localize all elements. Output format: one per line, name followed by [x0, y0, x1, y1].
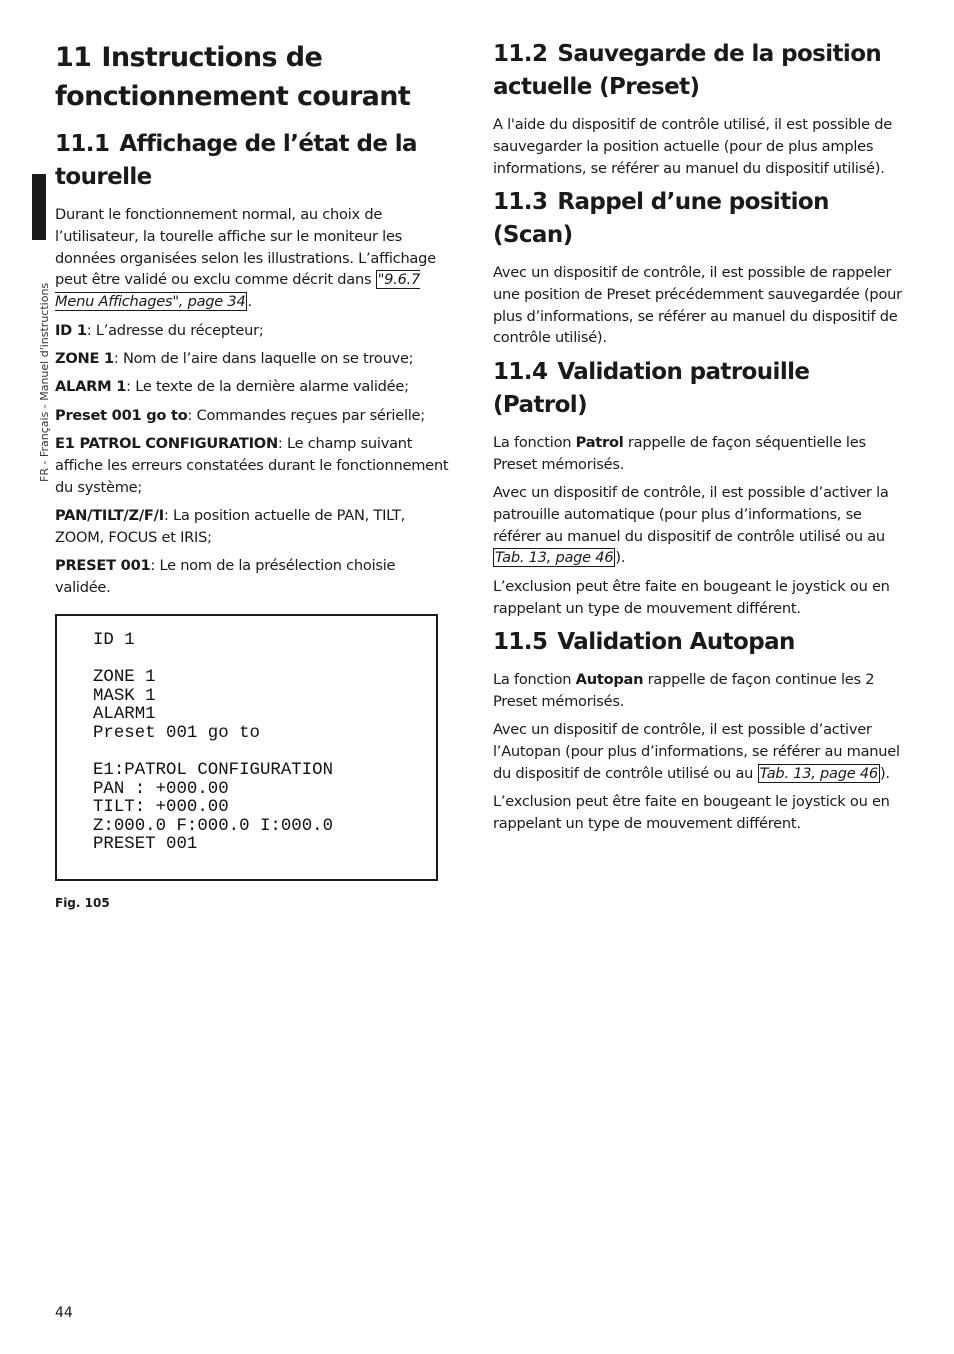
section-heading-11-4: 11.4 Validation patrouille (Patrol) — [493, 358, 810, 418]
screen-line: ID 1 — [93, 630, 135, 650]
field-label: Preset 001 go to — [55, 406, 188, 424]
section-heading-11-1: 11.1 Affichage de l’état de la tourelle — [55, 131, 417, 190]
screen-line: Z:000.0 F:000.0 I:000.0 — [93, 816, 334, 836]
section-11-5-text-2: Avec un dispositif de contrôle, il est possible d’activer l’Autopan (pour plus d’informations, se référer au manuel du dispositif de contrôle utilisé ou au Tab. 13, page 46 ). — [493, 721, 900, 782]
field-description: : Le nom de la présélection choisie validée. — [55, 557, 396, 597]
screen-line — [93, 743, 436, 762]
screen-line — [93, 651, 436, 670]
field-description: : Nom de l’aire dans laquelle on se trouve; — [113, 349, 414, 367]
screen-line: ALARM1 — [93, 705, 156, 725]
field-definition — [55, 433, 455, 498]
field-label: ID 1 — [55, 321, 87, 339]
cross-reference-link[interactable]: "9.6.7 Menu Affichages", page 34 — [55, 271, 421, 311]
field-description: : La position actuelle de PAN, TILT, ZOOM, FOCUS et IRIS; — [55, 507, 406, 546]
field-definition — [55, 376, 455, 398]
section-heading-11-2: 11.2 Sauvegarde de la position actuelle (Preset) — [493, 41, 882, 100]
section-11-4-text-1: La fonction Patrol rappelle de façon séquentielle les Preset mémorisés. — [493, 433, 866, 473]
field-description: : L’adresse du récepteur; — [86, 321, 264, 339]
screen-line: Preset 001 go to — [93, 723, 260, 743]
intro-paragraph: Durant le fonctionnement normal, au choix de l’utilisateur, la tourelle affiche sur le moniteur les données organisées selon les illustrations. L’affichage peut être validé ou exclu comme décrit dans "9.6.7 Menu Affichages", page 34 . — [55, 206, 436, 311]
screen-line: MASK 1 — [93, 686, 156, 706]
screen-line: ZONE 1 — [93, 668, 156, 688]
field-definition — [55, 320, 455, 342]
screen-line: PAN : +000.00 — [93, 779, 229, 799]
screen-line: PRESET 001 — [93, 835, 198, 855]
cross-reference-link[interactable]: Tab. 13, page 46 — [495, 549, 614, 567]
field-label: E1 PATROL CONFIGURATION — [55, 435, 278, 453]
screen-line: TILT: +000.00 — [93, 798, 229, 818]
section-11-4-text-2: Avec un dispositif de contrôle, il est possible d’activer la patrouille automatique (pour plus d’informations, se référer au manuel du dispositif de contrôle utilisé ou au Tab. 13, page 46 ). — [493, 483, 889, 567]
field-definition — [55, 348, 455, 370]
section-11-3-text: Avec un dispositif de contrôle, il est possible de rappeler une position de Preset précédemment sauvegardée (pour plus d’informations, se référer au manuel du dispositif de contrôle utilisé). — [493, 263, 902, 347]
field-definition — [55, 505, 455, 549]
section-11-4-text-3: L’exclusion peut être faite en bougeant le joystick ou en rappelant un type de mouvement différent. — [493, 577, 890, 617]
field-label: PAN/TILT/Z/F/I — [55, 507, 164, 525]
field-definition — [55, 405, 455, 427]
section-11-5-text-1: La fonction Autopan rappelle de façon continue les 2 Preset mémorisés. — [493, 670, 875, 710]
cross-reference-link[interactable]: Tab. 13, page 46 — [759, 764, 878, 782]
field-definition — [55, 555, 455, 599]
field-description: : Le texte de la dernière alarme validée; — [126, 378, 409, 396]
monitor-display-figure — [55, 614, 438, 881]
section-11-5-text-3: L’exclusion peut être faite en bougeant le joystick ou en rappelant un type de mouvement différent. — [493, 793, 890, 832]
section-heading-11-3: 11.3 Rappel d’une position (Scan) — [493, 188, 829, 248]
section-heading-11-5: 11.5 Validation Autopan — [493, 628, 795, 655]
section-11-2-text: A l'aide du dispositif de contrôle utilisé, il est possible de sauvegarder la position actuelle (pour de plus amples informations, se référer au manuel du dispositif utilisé). — [493, 116, 892, 177]
field-label: PRESET 001 — [55, 557, 151, 575]
figure-caption: Fig. 105 — [55, 895, 110, 910]
left-column — [55, 38, 455, 910]
field-description: : Commandes reçues par sérielle; — [187, 406, 425, 424]
field-definitions — [55, 320, 455, 599]
field-description: : Le champ suivant affiche les erreurs constatées durant le fonctionnement du système; — [55, 435, 449, 496]
side-tab-marker — [32, 174, 46, 240]
chapter-heading: 11 Instructions de fonctionnement courant — [55, 42, 411, 112]
page-number: 44 — [55, 1305, 73, 1321]
screen-line: E1:PATROL CONFIGURATION — [93, 761, 334, 781]
side-label: FR - Français - Manuel d'instructions — [38, 282, 51, 482]
field-label: ZONE 1 — [55, 349, 114, 367]
right-column — [493, 38, 903, 841]
field-label: ALARM 1 — [55, 378, 127, 396]
